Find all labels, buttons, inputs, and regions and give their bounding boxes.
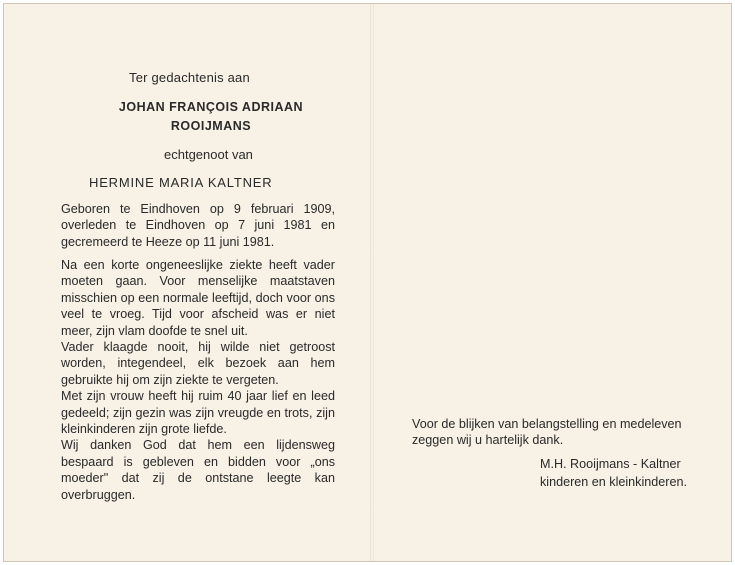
bio-text: [61, 257, 335, 503]
thanks-note: [412, 416, 712, 449]
signature-line2: kinderen en kleinkinderen.: [539, 475, 687, 489]
bio-paragraph: Vader klaagde nooit, hij wilde niet getroost worden, integendeel, elk bezoek aan hem gebruikte hij om zijn ziekte te vergeten.: [61, 340, 335, 387]
bio-paragraph: Met zijn vrouw heeft hij ruim 40 jaar lief en leed gedeeld; zijn gezin was zijn vreugde en trots, zijn kleinkinderen zijn grote liefde.: [61, 389, 335, 437]
deceased-name: [61, 98, 361, 136]
bio-paragraph: Na een korte ongeneeslijke ziekte heeft vader moeten gaan. Voor menselijke maatstaven misschien op een normale leeftijd, doch voor ons veel te vroeg. Tijd voor afscheid was er niet meer, zijn vlam doofde te snel uit.: [61, 258, 335, 338]
left-page: [61, 4, 361, 561]
deceased-name-line2: ROOIJMANS: [170, 119, 252, 133]
right-page: [374, 4, 733, 561]
signature-line1: M.H. Rooijmans - Kaltner: [539, 457, 681, 471]
life-dates: [61, 201, 335, 250]
memorial-card: [3, 3, 732, 562]
signature: [540, 455, 687, 491]
deceased-name-line1: JOHAN FRANÇOIS ADRIAAN: [118, 100, 304, 114]
dates-paragraph: Geboren te Eindhoven op 9 februari 1909, overleden te Eindhoven op 7 juni 1981 en gecremeerd te Heeze op 11 juni 1981.: [61, 202, 335, 249]
spouse-name: HERMINE MARIA KALTNER: [89, 175, 273, 190]
thanks-text: Voor de blijken van belangstelling en medeleven zeggen wij u hartelijk dank.: [412, 417, 682, 448]
bio-paragraph: Wij danken God dat hem een lijdensweg bespaard is gebleven en bidden voor „ons moeder" dat zij de ontstane leegte kan overbruggen.: [61, 438, 335, 502]
relation-text: echtgenoot van: [164, 147, 253, 162]
intro-text: Ter gedachtenis aan: [129, 70, 250, 85]
